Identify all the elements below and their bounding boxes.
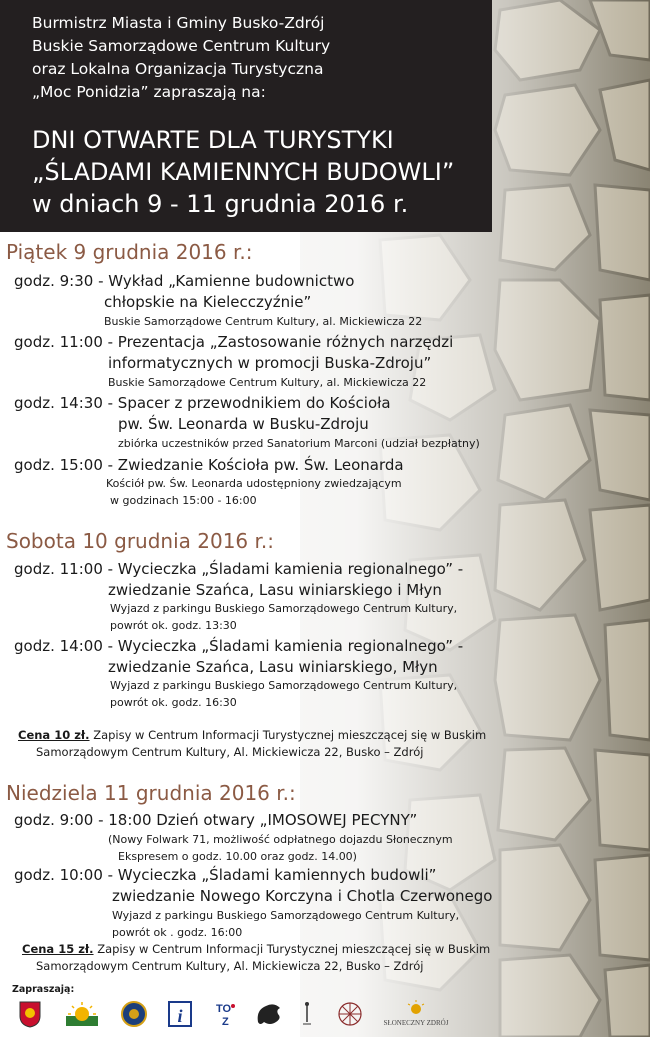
sunday-event-1-location-1: (Nowy Folwark 71, możliwość odpłatnego dojazdu Słonecznym — [108, 833, 453, 846]
saturday-event-1-line-1: godz. 11:00 - Wycieczka „Śladami kamienia regionalnego” - — [14, 560, 464, 578]
intro-line: Burmistrz Miasta i Gminy Busko-Zdrój — [32, 14, 325, 32]
sun-logo-icon — [64, 1000, 100, 1028]
saturday-event-1-line-2: zwiedzanie Szańca, Lasu winiarskiego i Młyn — [108, 581, 442, 599]
saturday-event-2-location-1: Wyjazd z parkingu Buskiego Samorządowego Centrum Kultury, — [110, 679, 458, 692]
sunday-event-1-line-1: godz. 9:00 - 18:00 Dzień otwary „IMOSOWEJ PECYNY” — [14, 811, 418, 829]
saturday-event-2-line-1: godz. 14:00 - Wycieczka „Śladami kamienia regionalnego” - — [14, 637, 464, 655]
friday-event-4-location-2: w godzinach 15:00 - 16:00 — [110, 494, 257, 507]
sloneczny-zdroj-text: SŁONECZNY ZDRÓJ — [383, 1019, 449, 1027]
toz-logo-icon — [214, 1000, 238, 1028]
sunday-heading: Niedziela 11 grudnia 2016 r.: — [6, 781, 296, 805]
saturday-event-2-location-2: powrót ok. godz. 16:30 — [110, 696, 237, 709]
friday-event-1-line-1: godz. 9:30 - Wykład „Kamienne budownictwo — [14, 272, 355, 290]
sunday-event-2-location-1: Wyjazd z parkingu Buskiego Samorządowego Centrum Kultury, — [112, 909, 460, 922]
sunday-signup-text: Zapisy w Centrum Informacji Turystycznej mieszczącej się w Buskim — [97, 942, 491, 956]
saturday-price: Cena 10 zł. — [18, 728, 90, 742]
saturday-signup-note-line-2: Samorządowym Centrum Kultury, Al. Mickiewicza 22, Busko – Zdrój — [36, 745, 424, 759]
friday-event-1-line-2: chłopskie na Kielecczyźnie” — [104, 293, 312, 311]
coat-of-arms-icon — [18, 1000, 42, 1028]
friday-event-2-location: Buskie Samorządowe Centrum Kultury, al. Mickiewicza 22 — [108, 376, 427, 389]
intro-line: Buskie Samorządowe Centrum Kultury — [32, 37, 331, 55]
friday-heading: Piątek 9 grudnia 2016 r.: — [6, 240, 253, 264]
rosette-logo-icon — [336, 1000, 364, 1028]
friday-event-2-line-2: informatycznych w promocji Buska-Zdroju” — [108, 354, 432, 372]
saturday-event-2-line-2: zwiedzanie Szańca, Lasu winiarskiego, Młyn — [108, 658, 438, 676]
friday-event-3-line-2: pw. Św. Leonarda w Busku-Zdroju — [118, 415, 369, 433]
intro-line: oraz Lokalna Organizacja Turystyczna — [32, 60, 324, 78]
intro-line: „Moc Ponidzia” zapraszają na: — [32, 83, 266, 101]
saturday-event-1-location-2: powrót ok. godz. 13:30 — [110, 619, 237, 632]
figure-logo-icon — [300, 1000, 314, 1028]
dragon-logo-icon — [254, 1000, 284, 1028]
sunday-event-2-line-2: zwiedzanie Nowego Korczyna i Chotla Czerwonego — [112, 887, 493, 905]
friday-event-3-line-1: godz. 14:30 - Spacer z przewodnikiem do Kościoła — [14, 394, 391, 412]
saturday-signup-note-line-1 — [18, 728, 486, 742]
friday-event-3-location: zbiórka uczestników przed Sanatorium Marconi (udział bezpłatny) — [118, 437, 480, 450]
title-line: DNI OTWARTE DLA TURYSTYKI — [32, 126, 394, 154]
svg-text:i: i — [177, 1006, 183, 1026]
inviters-label: Zapraszają: — [12, 984, 75, 995]
saturday-event-1-location-1: Wyjazd z parkingu Buskiego Samorządowego Centrum Kultury, — [110, 602, 458, 615]
sunday-price: Cena 15 zł. — [22, 942, 94, 956]
header-banner — [0, 0, 492, 232]
friday-event-1-location: Buskie Samorządowe Centrum Kultury, al. Mickiewicza 22 — [104, 315, 423, 328]
title-line: w dniach 9 - 11 grudnia 2016 r. — [32, 190, 409, 218]
seal-logo-icon — [120, 1000, 148, 1028]
sunday-event-1-location-2: Ekspresem o godz. 10.00 oraz godz. 14.00) — [118, 850, 357, 863]
friday-event-4-location-1: Kościół pw. Św. Leonarda udostępniony zwiedzającym — [106, 477, 402, 490]
svg-text:Z: Z — [222, 1016, 229, 1028]
friday-event-4-line-1: godz. 15:00 - Zwiedzanie Kościoła pw. Św. Leonarda — [14, 456, 404, 474]
saturday-heading: Sobota 10 grudnia 2016 r.: — [6, 529, 274, 553]
sunday-event-2-location-2: powrót ok . godz. 16:00 — [112, 926, 243, 939]
friday-event-2-line-1: godz. 11:00 - Prezentacja „Zastosowanie różnych narzędzi — [14, 333, 454, 351]
title-line: „ŚLADAMI KAMIENNYCH BUDOWLI” — [32, 158, 455, 186]
sunday-signup-note-line-1 — [22, 942, 490, 956]
event-title — [32, 124, 454, 220]
sunday-signup-note-line-2: Samorządowym Centrum Kultury, Al. Mickiewicza 22, Busko – Zdrój — [36, 959, 424, 973]
intro-text — [32, 12, 330, 104]
svg-text:TO: TO — [216, 1003, 232, 1015]
sunday-event-2-line-1: godz. 10:00 - Wycieczka „Śladami kamiennych budowli” — [14, 866, 437, 884]
saturday-signup-text: Zapisy w Centrum Informacji Turystycznej mieszczącej się w Buskim — [93, 728, 487, 742]
tourist-info-icon — [168, 1000, 192, 1028]
